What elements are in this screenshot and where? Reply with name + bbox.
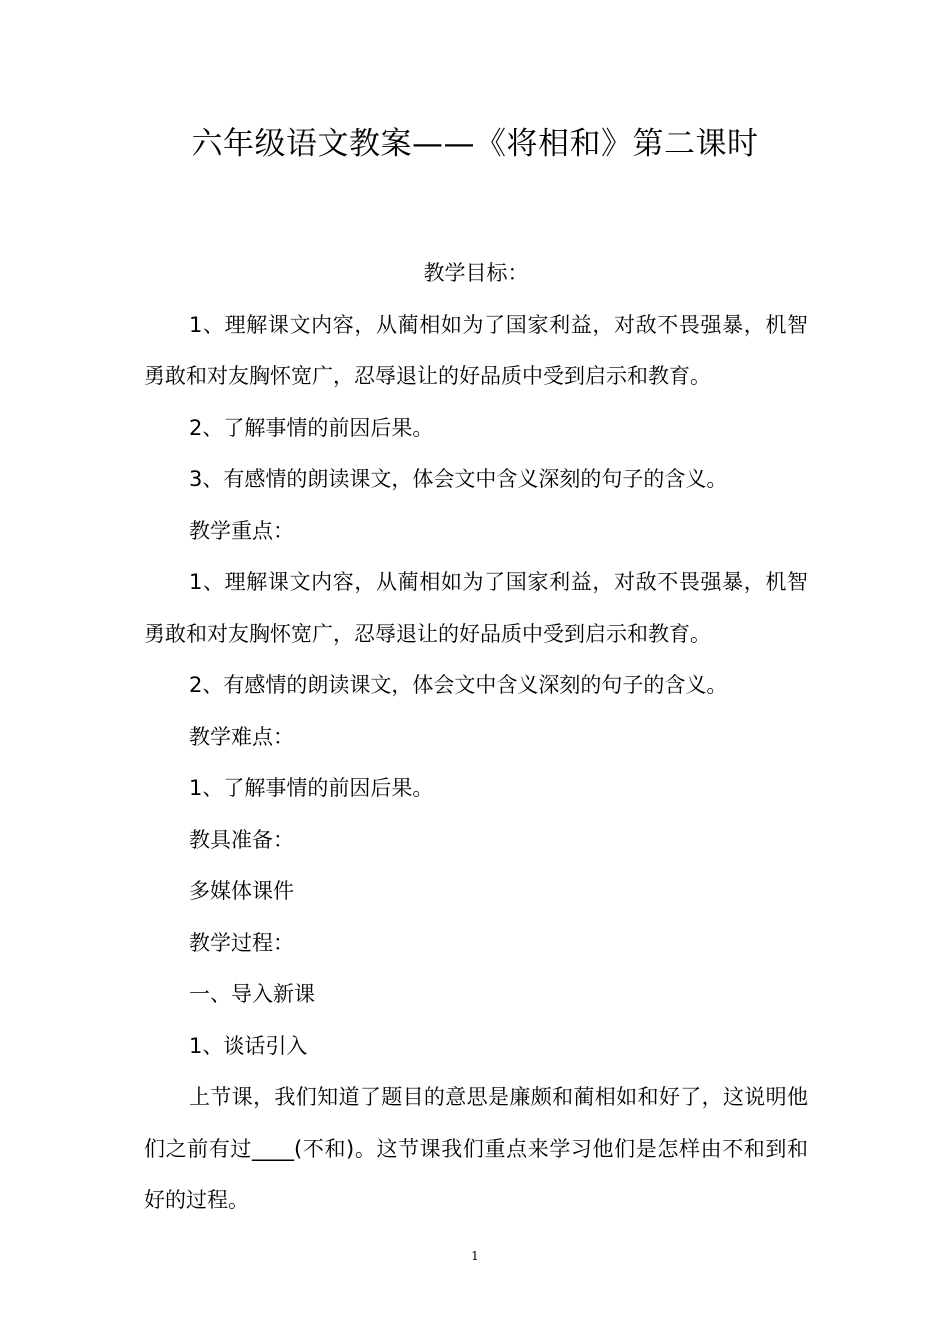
key-point-item-2: 2、有感情的朗读课文，体会文中含义深刻的句子的含义。 bbox=[189, 673, 728, 697]
page-number: 1 bbox=[471, 1249, 479, 1263]
objective-item-2: 2、了解事情的前因后果。 bbox=[189, 415, 434, 440]
key-point-item-1: 1、理解课文内容，从蔺相如为了国家利益，对敌不畏强暴，机智勇敢和对友胸怀宽广，忍辱退让的好品质中受到启示和教育。 bbox=[144, 570, 808, 646]
section-heading-objectives: 教学目标： bbox=[423, 261, 529, 285]
process-paragraph: 上节课，我们知道了题目的意思是廉颇和蔺相如和好了，这说明他们之前有过____(不和)。这节课我们重点来学习他们是怎样由不和到和好的过程。 bbox=[144, 1085, 808, 1212]
document-body bbox=[144, 248, 808, 1227]
process-substep-1: 1、谈话引入 bbox=[189, 1033, 308, 1058]
section-heading-difficulties: 教学难点： bbox=[189, 724, 294, 749]
section-heading-key-points: 教学重点： bbox=[189, 518, 294, 543]
document-title: 六年级语文教案——《将相和》第二课时 bbox=[191, 126, 759, 162]
section-heading-materials: 教具准备： bbox=[189, 827, 294, 852]
materials-item: 多媒体课件 bbox=[189, 879, 294, 903]
process-step-1: 一、导入新课 bbox=[189, 982, 315, 1006]
objective-item-3: 3、有感情的朗读课文，体会文中含义深刻的句子的含义。 bbox=[189, 467, 728, 491]
difficulty-item-1: 1、了解事情的前因后果。 bbox=[189, 776, 434, 800]
objective-item-1: 1、理解课文内容，从蔺相如为了国家利益，对敌不畏强暴，机智勇敢和对友胸怀宽广，忍辱退让的好品质中受到启示和教育。 bbox=[144, 312, 808, 388]
section-heading-process: 教学过程： bbox=[189, 930, 294, 955]
